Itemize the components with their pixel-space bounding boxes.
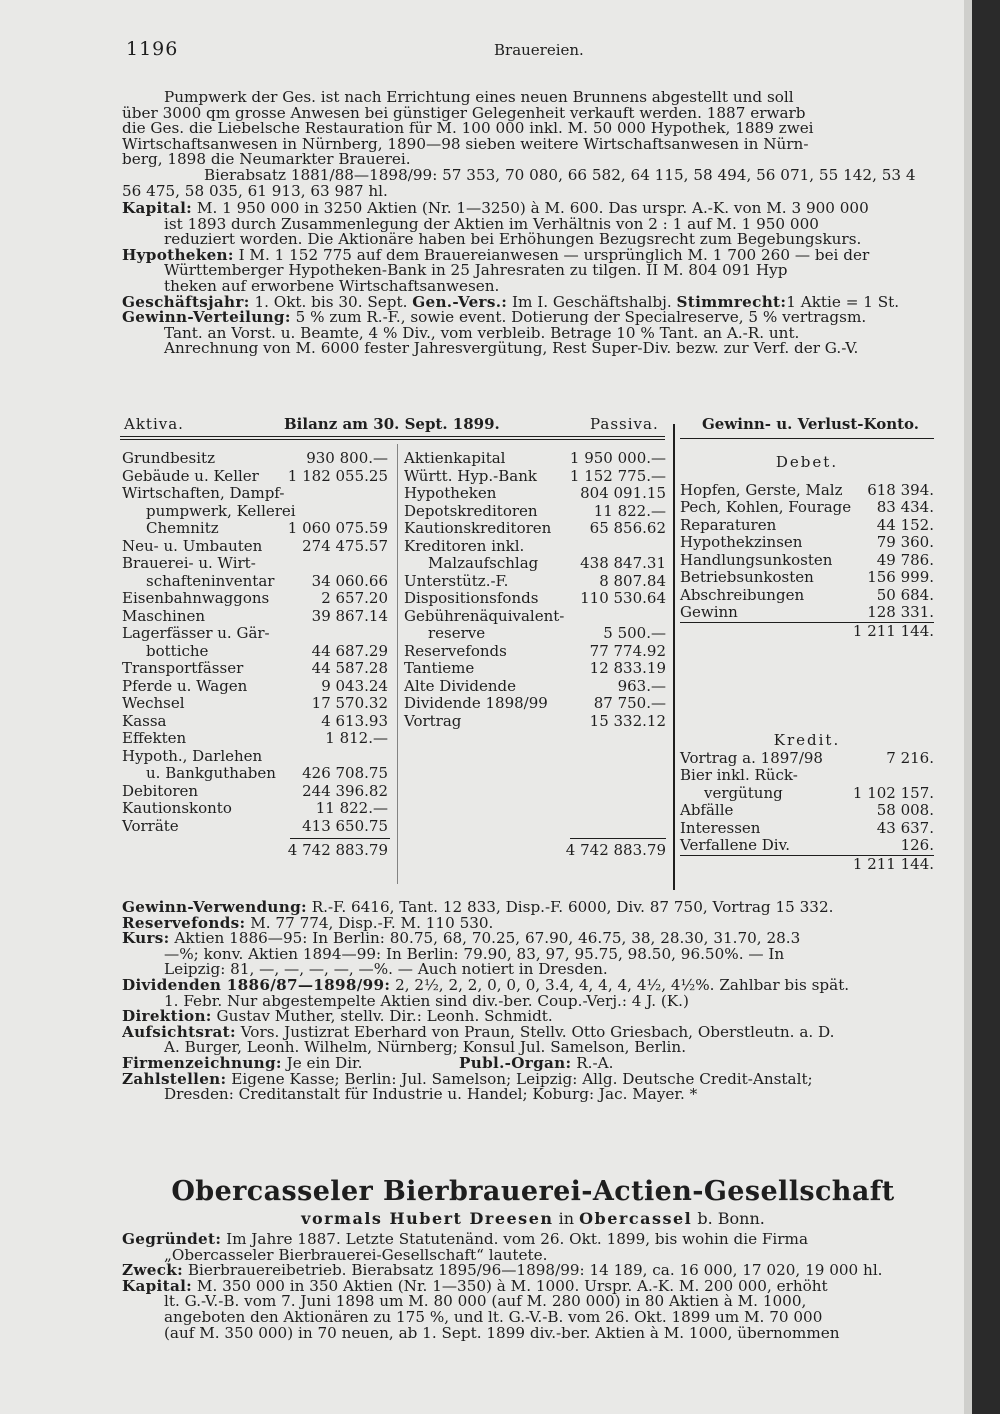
table-row	[404, 468, 666, 486]
cell-label: bottiche	[146, 641, 209, 660]
text-line: Dresden: Creditanstalt für Industrie u. Handel; Koburg: Jac. Mayer. *	[164, 1087, 698, 1103]
table-row	[680, 517, 934, 535]
cell-label: Hopfen, Gerste, Malz	[680, 480, 843, 499]
cell-amount: 58 008.	[876, 801, 934, 819]
cell-label: Aktienkapital	[404, 449, 506, 467]
text-line: 56 475, 58 035, 61 913, 63 987 hl.	[122, 183, 388, 200]
table-row	[680, 820, 934, 838]
table-row	[404, 555, 666, 573]
gegruendet-label: Gegründet:	[122, 1232, 222, 1248]
text-line: Anrechnung von M. 6000 fester Jahresvergütung, Rest Super-Div. bezw. zur Verf. der G.-V.	[164, 341, 859, 357]
gen-vers-label: Gen.-Vers.:	[412, 294, 508, 311]
table-row	[680, 499, 934, 517]
cell-label: Handlungsunkosten	[680, 550, 833, 569]
table-row	[680, 587, 934, 605]
table-row	[404, 503, 666, 521]
table-row	[680, 552, 934, 570]
kapital2-label: Kapital:	[122, 1278, 193, 1295]
table-row	[404, 660, 666, 678]
cell-amount: 963.—	[617, 676, 666, 695]
table-row	[680, 482, 934, 500]
passiva-header: Passiva.	[590, 415, 659, 433]
cell-amount: 126.	[900, 836, 934, 854]
cell-label: Vortrag	[404, 711, 462, 730]
cell-amount: 7 216.	[886, 748, 934, 767]
cell-label: Chemnitz	[146, 519, 219, 537]
text-line: Tant. an Vorst. u. Beamte, 4 % Div., vom verbleib. Betrage 10 % Tant. an A.-R. unt.	[164, 325, 800, 342]
text-line: Gustav Muther, stellv. Dir.: Leonh. Schmidt.	[216, 1009, 553, 1025]
cell-label: Gebührenäquivalent-	[404, 606, 565, 625]
gewinn-verwendung-label: Gewinn-Verwendung:	[122, 900, 307, 916]
table-row	[404, 590, 666, 608]
table-row	[122, 800, 388, 818]
text-line: R.-F. 6416, Tant. 12 833, Disp.-F. 6000, Div. 87 750, Vortrag 15 332.	[311, 900, 834, 916]
cell-label: Malzaufschlag	[428, 554, 539, 572]
table-row	[680, 569, 934, 587]
table-row	[404, 625, 666, 643]
hypotheken-label: Hypotheken:	[122, 247, 234, 264]
table-row	[122, 765, 388, 783]
firmenzeichnung-text: Je ein Dir.	[286, 1055, 363, 1072]
cell-amount: 44 687.29	[311, 641, 388, 660]
zweck-label: Zweck:	[122, 1263, 184, 1279]
cell-amount: 11 822.—	[315, 799, 388, 817]
zahlstellen-label: Zahlstellen:	[122, 1071, 227, 1088]
page-number: 1196	[126, 38, 179, 60]
cell-amount: 1 211 144.	[852, 854, 934, 873]
geschaeftsjahr-label: Geschäftsjahr:	[122, 294, 250, 311]
subtitle-region: b. Bonn.	[697, 1209, 765, 1228]
cell-label: Vorräte	[122, 816, 179, 835]
bilanz-title: Bilanz am 30. Sept. 1899.	[284, 415, 500, 433]
cell-amount: 34 060.66	[311, 571, 388, 590]
company2-details	[122, 1232, 948, 1341]
cell-amount: 804 091.15	[580, 484, 666, 502]
scan-border-dark	[972, 0, 1000, 1414]
stimmrecht-text: 1 Aktie = 1 St.	[786, 294, 900, 311]
dividenden-label: Dividenden 1886/87—1898/99:	[122, 977, 391, 994]
cell-amount: 1 950 000.—	[569, 449, 666, 467]
page-header	[126, 38, 956, 68]
table-row	[122, 660, 388, 678]
cell-label: Kreditoren inkl.	[404, 536, 525, 555]
cell-amount: 1 152 775.—	[569, 466, 666, 485]
aktiva-total: 4 742 883.79	[287, 841, 388, 859]
kredit-total	[680, 855, 934, 874]
table-row	[404, 573, 666, 591]
table-row	[122, 748, 388, 766]
table-row	[122, 485, 388, 503]
text-line: Im Jahre 1887. Letzte Statutenänd. vom 26. Okt. 1899, bis wohin die Firma	[226, 1232, 808, 1248]
cell-label: Alte Dividende	[404, 676, 517, 695]
sum-rule	[570, 838, 666, 839]
debet-header: Debet.	[775, 453, 839, 471]
cell-amount: 44 587.28	[311, 659, 388, 677]
text-line: über 3000 qm grosse Anwesen bei günstiger Gelegenheit verkauft werden. 1887 erwarb	[122, 105, 806, 122]
text-line: berg, 1898 die Neumarkter Brauerei.	[122, 152, 411, 168]
text-line: lt. G.-V.-B. vom 7. Juni 1898 um M. 80 000 (auf M. 280 000) in 80 Aktien à M. 1000,	[164, 1294, 807, 1310]
text-line: A. Burger, Leonh. Wilhelm, Nürnberg; Konsul Jul. Samelson, Berlin.	[164, 1040, 687, 1056]
cell-amount: 39 867.14	[311, 606, 388, 625]
company-title: Obercasseler Bierbrauerei-Actien-Gesellschaft	[171, 1176, 895, 1207]
cell-label: Vortrag a. 1897/98	[680, 748, 823, 767]
header-rule	[120, 439, 665, 440]
table-row	[122, 783, 388, 801]
firmenzeichnung-label: Firmenzeichnung:	[122, 1055, 282, 1072]
cell-label: Kassa	[122, 711, 167, 730]
text-line: 5 % zum R.-F., sowie event. Dotierung der Specialreserve, 5 % vertragsm.	[295, 310, 867, 326]
cell-label: Abfälle	[680, 801, 734, 819]
text-line: Bierbrauereibetrieb. Bierabsatz 1895/96—1898/99: 14 189, ca. 16 000, 17 020, 19 000 hl.	[187, 1263, 883, 1279]
cell-amount: 156 999.	[867, 568, 934, 586]
aktiva-header: Aktiva.	[124, 415, 184, 433]
cell-label: Brauerei- u. Wirt-	[122, 554, 256, 572]
text-line: Leipzig: 81, —, —, —, —, —%. — Auch notiert in Dresden.	[164, 962, 608, 978]
table-row	[122, 730, 388, 748]
header-rule	[120, 436, 665, 437]
cell-amount: 49 786.	[876, 550, 934, 569]
cell-amount: 83 434.	[876, 498, 934, 516]
cell-label: Tantieme	[404, 659, 475, 677]
table-row	[404, 485, 666, 503]
text-line: Aktien 1886—95: In Berlin: 80.75, 68, 70.25, 67.90, 46.75, 38, 28.30, 31.70, 28.3	[174, 931, 801, 947]
kapital-label: Kapital:	[122, 201, 193, 217]
cell-amount: 1 182 055.25	[287, 466, 388, 485]
table-row	[404, 713, 666, 731]
cell-label: Dividende 1898/99	[404, 694, 548, 712]
cell-amount: 274 475.57	[302, 536, 388, 555]
cell-label: Kautionskonto	[122, 799, 232, 817]
table-row	[680, 750, 934, 768]
cell-amount: 87 750.—	[593, 694, 666, 712]
cell-label: Reservefonds	[404, 641, 507, 660]
cell-label: Neu- u. Umbauten	[122, 536, 263, 555]
cell-amount: 244 396.82	[302, 781, 388, 800]
kredit-header: Kredit.	[773, 731, 841, 749]
cell-label: Interessen	[680, 818, 761, 837]
cell-label: Debitoren	[122, 781, 199, 800]
table-row	[680, 837, 934, 855]
table-row	[122, 643, 388, 661]
company-subtitle	[120, 1209, 946, 1228]
guv-title: Gewinn- u. Verlust-Konto.	[702, 415, 919, 433]
cell-amount: 4 613.93	[321, 711, 388, 730]
column-divider	[673, 424, 675, 890]
guv-kredit-column	[680, 732, 934, 873]
cell-amount: 930 800.—	[306, 449, 388, 467]
cell-amount: 1 060 075.59	[287, 519, 388, 537]
geschaeftsjahr-text: 1. Okt. bis 30. Sept.	[254, 294, 408, 311]
text-line: theken auf erworbene Wirtschaftsanwesen.	[164, 278, 500, 295]
cell-label: Reparaturen	[680, 515, 777, 534]
cell-amount: 128 331.	[867, 603, 934, 621]
table-row	[122, 503, 388, 521]
cell-label: Verfallene Div.	[680, 836, 791, 854]
sum-rule	[290, 838, 390, 839]
text-line: ist 1893 durch Zusammenlegung der Aktien im Verhältnis von 2 : 1 auf M. 1 950 000	[164, 216, 819, 233]
text-line: M. 350 000 in 350 Aktien (Nr. 1—350) à M. 1000. Urspr. A.-K. M. 200 000, erhöht	[196, 1278, 828, 1295]
cell-label: Gewinn	[680, 603, 738, 621]
table-row	[404, 450, 666, 468]
cell-amount: 413 650.75	[302, 816, 388, 835]
cell-label: Unterstütz.-F.	[404, 571, 509, 590]
cell-label: Pech, Kohlen, Fourage	[680, 498, 852, 516]
debet-total	[680, 622, 934, 641]
passiva-column	[404, 450, 666, 730]
text-line: I M. 1 152 775 auf dem Brauereianwesen — ursprünglich M. 1 700 260 — bei der	[238, 247, 870, 264]
bilanz-table	[120, 414, 948, 894]
cell-label: Pferde u. Wagen	[122, 676, 248, 695]
table-row	[680, 534, 934, 552]
table-row	[122, 608, 388, 626]
cell-label: vergütung	[704, 783, 783, 802]
cell-label: Württ. Hyp.-Bank	[404, 466, 537, 485]
table-row	[122, 678, 388, 696]
text-line: —%; konv. Aktien 1894—99: In Berlin: 79.90, 83, 97, 95.75, 98.50, 96.50%. — In	[164, 946, 785, 963]
subtitle-vormals: vormals Hubert Dreesen	[301, 1209, 554, 1228]
cell-amount: 2 657.20	[321, 589, 388, 607]
cell-label: Transportfässer	[122, 659, 244, 677]
cell-label: reserve	[428, 624, 486, 642]
cell-label: Maschinen	[122, 606, 206, 625]
text-line: die Ges. die Liebelsche Restauration für M. 100 000 inkl. M. 50 000 Hypothek, 1889 zwei	[122, 121, 814, 137]
table-row	[404, 678, 666, 696]
table-row	[122, 450, 388, 468]
table-row	[404, 538, 666, 556]
table-row	[122, 520, 388, 538]
cell-amount: 438 847.31	[580, 554, 666, 572]
subtitle-place: Obercassel	[579, 1209, 693, 1228]
cell-label: Eisenbahnwaggons	[122, 589, 270, 607]
text-line: Württemberger Hypotheken-Bank in 25 Jahresraten zu tilgen. II M. 804 091 Hyp	[164, 263, 788, 279]
table-row	[122, 590, 388, 608]
cell-amount: 110 530.64	[580, 589, 666, 607]
cell-amount: 12 833.19	[589, 659, 666, 677]
text-line: M. 1 950 000 in 3250 Aktien (Nr. 1—3250) à M. 600. Das urspr. A.-K. von M. 3 900 000	[196, 201, 869, 217]
publ-organ-text: R.-A.	[576, 1055, 614, 1072]
cell-label: Wirtschaften, Dampf-	[122, 484, 285, 502]
cell-label: u. Bankguthaben	[146, 764, 276, 782]
table-row	[680, 604, 934, 622]
cell-label: pumpwerk, Kellerei	[146, 501, 296, 520]
table-row	[680, 802, 934, 820]
text-line: (auf M. 350 000) in 70 neuen, ab 1. Sept. 1899 div.-ber. Aktien à M. 1000, übernommen	[164, 1325, 840, 1342]
text-line: Eigene Kasse; Berlin: Jul. Samelson; Leipzig: Allg. Deutsche Credit-Anstalt;	[231, 1071, 813, 1088]
cell-label: Lagerfässer u. Gär-	[122, 624, 270, 642]
table-row	[122, 818, 388, 836]
cell-label: Kautionskreditoren	[404, 519, 552, 537]
cell-label: schafteninventar	[146, 571, 275, 590]
cell-amount: 11 822.—	[593, 501, 666, 520]
table-row	[122, 573, 388, 591]
gen-vers-text: Im I. Geschäftshalbj.	[512, 294, 672, 311]
intro-paragraph	[122, 90, 948, 199]
cell-label: Betriebsunkosten	[680, 568, 814, 586]
table-row	[122, 713, 388, 731]
kurs-label: Kurs:	[122, 931, 170, 947]
column-divider	[397, 444, 398, 884]
table-row	[122, 468, 388, 486]
header-rule	[680, 438, 934, 439]
passiva-total: 4 742 883.79	[565, 841, 666, 859]
cell-label: Depotskreditoren	[404, 501, 538, 520]
cell-label: Wechsel	[122, 694, 185, 712]
table-row	[404, 608, 666, 626]
cell-label: Hypotheken	[404, 484, 497, 502]
cell-label: Hypoth., Darlehen	[122, 746, 263, 765]
reservefonds-label: Reservefonds:	[122, 915, 246, 932]
table-row	[404, 695, 666, 713]
table-row	[122, 625, 388, 643]
aufsichtsrat-label: Aufsichtsrat:	[122, 1024, 236, 1041]
cell-label: Bier inkl. Rück-	[680, 766, 798, 784]
cell-amount: 50 684.	[876, 585, 934, 604]
text-line: reduziert worden. Die Aktionäre haben bei Erhöhungen Bezugsrecht zum Begebungskurs.	[164, 232, 862, 248]
post-table-section	[122, 900, 948, 1103]
cell-amount: 618 394.	[867, 480, 934, 499]
running-title: Brauereien.	[494, 41, 584, 59]
cell-amount: 5 500.—	[603, 624, 666, 642]
guv-debet-column	[680, 454, 934, 640]
cell-amount: 17 570.32	[311, 694, 388, 712]
cell-amount: 8 807.84	[599, 571, 666, 590]
scan-border-light	[964, 0, 972, 1414]
cell-label: Abschreibungen	[680, 585, 805, 604]
cell-label: Gebäude u. Keller	[122, 466, 259, 485]
cell-label: Effekten	[122, 729, 187, 747]
text-line: Vors. Justizrat Eberhard von Praun, Stellv. Otto Griesbach, Oberstleutn. a. D.	[240, 1024, 835, 1041]
subtitle-in: in	[558, 1209, 575, 1228]
cell-amount: 426 708.75	[302, 764, 388, 782]
cell-amount: 15 332.12	[589, 711, 666, 730]
cell-amount: 1 812.—	[325, 729, 388, 747]
cell-amount: 65 856.62	[589, 519, 666, 537]
cell-amount: 43 637.	[876, 818, 934, 837]
stimmrecht-label: Stimmrecht:	[676, 294, 787, 311]
cell-amount: 77 774.92	[589, 641, 666, 660]
table-row	[122, 555, 388, 573]
cell-amount: 79 360.	[876, 533, 934, 551]
cell-label: Grundbesitz	[122, 449, 215, 467]
table-row	[404, 643, 666, 661]
text-line: 1. Febr. Nur abgestempelte Aktien sind div.-ber. Coup.-Verj.: 4 J. (K.)	[164, 993, 689, 1010]
text-line: Pumpwerk der Ges. ist nach Errichtung eines neuen Brunnens abgestellt und soll	[164, 90, 794, 106]
cell-amount: 9 043.24	[321, 676, 388, 695]
cell-amount: 1 211 144.	[852, 621, 934, 640]
table-row	[122, 538, 388, 556]
text-line: 2, 2½, 2, 2, 0, 0, 0, 3.4, 4, 4, 4, 4½, 4½%. Zahlbar bis spät.	[395, 977, 850, 994]
text-line: „Obercasseler Bierbrauerei-Gesellschaft“ lautete.	[164, 1247, 548, 1264]
text-line: Wirtschaftsanwesen in Nürnberg, 1890—98 sieben weitere Wirtschaftsanwesen in Nürn-	[122, 136, 809, 153]
cell-amount: 1 102 157.	[852, 783, 934, 802]
gewinn-verteilung-label: Gewinn-Verteilung:	[122, 310, 291, 326]
table-row	[680, 785, 934, 803]
cell-amount: 44 152.	[876, 515, 934, 534]
publ-organ-label: Publ.-Organ:	[459, 1055, 572, 1072]
cell-label: Hypothekzinsen	[680, 533, 803, 551]
cell-label: Dispositionsfonds	[404, 589, 539, 607]
table-row	[404, 520, 666, 538]
table-row	[680, 767, 934, 785]
text-line: Bierabsatz 1881/88—1898/99: 57 353, 70 080, 66 582, 64 115, 58 494, 56 071, 55 142, 53 4	[204, 167, 916, 184]
kapital-section	[122, 201, 948, 357]
direktion-label: Direktion:	[122, 1009, 212, 1025]
text-line: angeboten den Aktionären zu 175 %, und lt. G.-V.-B. vom 26. Okt. 1899 um M. 70 000	[164, 1309, 823, 1326]
table-row	[122, 695, 388, 713]
text-line: M. 77 774, Disp.-F. M. 110 530.	[250, 915, 494, 932]
aktiva-column	[122, 450, 388, 835]
